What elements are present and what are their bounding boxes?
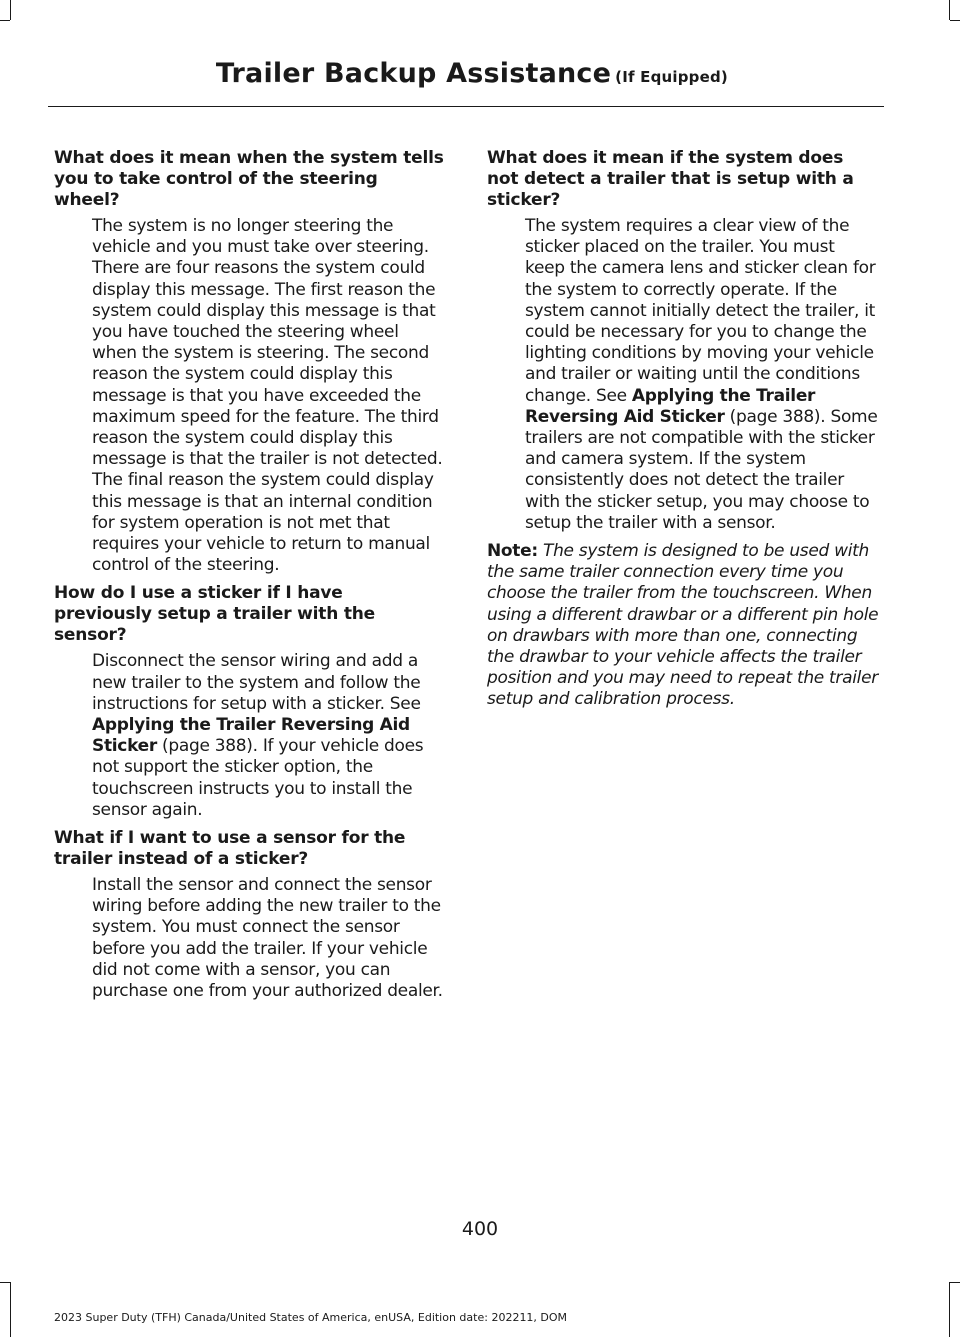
crop-mark-top-right-v <box>949 0 950 20</box>
crop-mark-top-left-h <box>0 20 10 21</box>
answer-no-detect <box>525 216 879 534</box>
crop-mark-top-right-h <box>950 20 960 21</box>
sticker-reference-link[interactable]: Applying the Trailer Reversing Aid Sticker <box>92 715 410 757</box>
question-take-control: What does it mean when the system tells you to take control of the steering wheel? <box>54 148 444 210</box>
note-label: Note: <box>487 541 538 562</box>
note-paragraph <box>487 541 879 711</box>
answer-no-detect-text-end: Some trailers are not compatible with the sticker and camera system. If the system consistently does not detect the trailer with the sticker setup, you may choose to setup the trailer with a sensor. <box>525 406 878 533</box>
page-title <box>216 58 728 89</box>
page-title-main: Trailer Backup Assistance <box>215 58 612 89</box>
sticker-reference-page-2: (page 388). <box>724 406 826 427</box>
sticker-reference-link-2[interactable]: Applying the Trailer Reversing Aid Sticker <box>525 385 816 427</box>
crop-mark-top-left-v <box>10 0 11 20</box>
crop-mark-bottom-left-h <box>0 1282 10 1283</box>
answer-use-sticker-text-end: If your vehicle does not support the sticker option, the touchscreen instructs you to install the sensor again. <box>92 736 424 820</box>
right-column <box>487 148 879 711</box>
footer-edition-info: 2023 Super Duty (TFH) Canada/United States of America, enUSA, Edition date: 202211, DOM <box>54 1311 568 1324</box>
page-number: 400 <box>461 1218 499 1240</box>
answer-use-sticker <box>92 651 446 821</box>
answer-no-detect-text: The system requires a clear view of the sticker placed on the trailer. You must keep the camera lens and sticker clean for the system to correctly operate. If the system cannot initially detect the trailer, it could be necessary for you to change the lighting conditions by moving your vehicle and trailer or waiting until the conditions change. See <box>525 216 876 406</box>
crop-mark-bottom-left-v <box>10 1282 11 1337</box>
question-use-sensor: What if I want to use a sensor for the trailer instead of a sticker? <box>54 828 406 870</box>
answer-use-sensor: Install the sensor and connect the sensor wiring before adding the new trailer to the system. You must connect the sensor before you add the trailer. If your vehicle did not come with a sensor, you can purchase one from your authorized dealer. <box>92 875 443 1002</box>
sticker-reference-page: (page 388). <box>156 736 258 757</box>
question-no-detect: What does it mean if the system does not detect a trailer that is setup with a sticker? <box>487 148 854 210</box>
header-divider <box>48 106 884 107</box>
page-title-subtitle: (If Equipped) <box>615 68 728 86</box>
note-text: The system is designed to be used with the same trailer connection every time you choose the trailer from the touchscreen. When using a different drawbar or a different pin hole on drawbars with more than one, connecting the drawbar to your vehicle affects the trailer position and you may need to repeat the trailer setup and calibration process. <box>487 541 879 710</box>
crop-mark-bottom-right-v <box>949 1282 950 1337</box>
left-column <box>54 148 446 1009</box>
question-use-sticker: How do I use a sticker if I have previously setup a trailer with the sensor? <box>54 583 375 646</box>
crop-mark-bottom-right-h <box>950 1282 960 1283</box>
answer-take-control: The system is no longer steering the vehicle and you must take over steering. There are four reasons the system could display this message. The first reason the system could display this message is that you have touched the steering wheel when the system is steering. The second reason the system could display this message is that you have exceeded the maximum speed for the feature. The third reason the system could display this message is that the trailer is not detected. The final reason the system could display this message is that an internal condition for system operation is not met that requires your vehicle to return to manual control of the steering. <box>92 216 443 576</box>
answer-use-sticker-text: Disconnect the sensor wiring and add a new trailer to the system and follow the instructions for setup with a sticker. See <box>92 651 421 714</box>
